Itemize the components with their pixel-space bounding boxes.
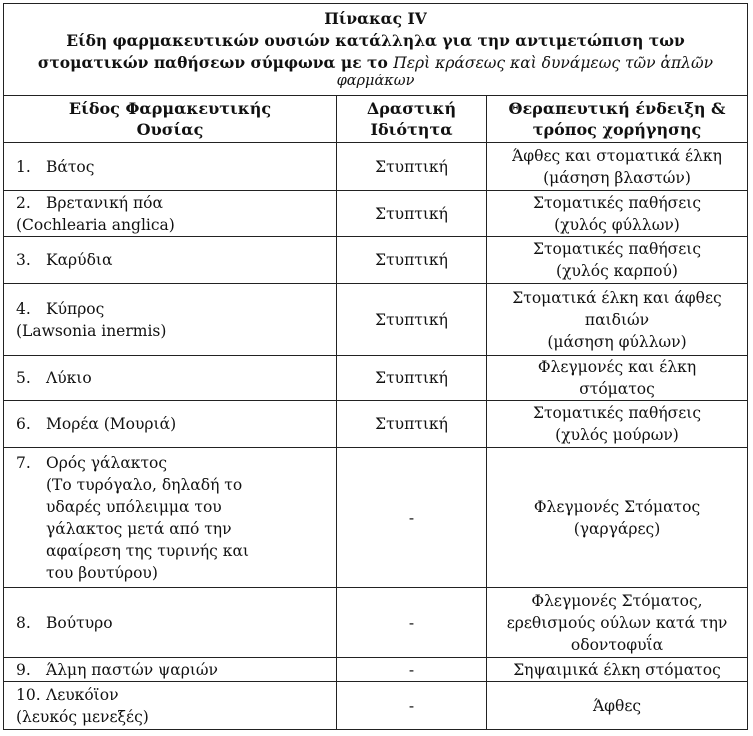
substance-cell bbox=[4, 191, 337, 236]
table-title: Πίνακας IV bbox=[324, 9, 427, 28]
table-row bbox=[4, 588, 747, 658]
indication-cell bbox=[487, 284, 747, 355]
substance-name-text: Κύπρος bbox=[46, 299, 105, 318]
substance-name bbox=[16, 684, 332, 706]
header-row bbox=[4, 96, 747, 143]
substance-name-text: Βρετανική πόα bbox=[46, 193, 163, 212]
substance-name-line: (Lawsonia inermis) bbox=[16, 321, 167, 340]
indication-line: Φλεγμονές Στόματος, bbox=[531, 591, 703, 610]
property-cell: - bbox=[337, 588, 487, 657]
indication-cell bbox=[487, 448, 747, 587]
substance-name-line: (Cochlearia anglica) bbox=[16, 215, 175, 234]
property-cell: - bbox=[337, 658, 487, 681]
subtitle-bold-part: στοματικών παθήσεων σύμφωνα με το bbox=[37, 53, 394, 72]
substance-cell bbox=[4, 143, 337, 190]
indication-line: παιδιών bbox=[584, 310, 650, 329]
header-indication-line: τρόπος χορήγησης bbox=[532, 120, 702, 139]
table-row bbox=[4, 401, 747, 448]
indication-cell bbox=[487, 682, 747, 729]
header-substance bbox=[4, 96, 337, 142]
substance-name-text: Ορός γάλακτος bbox=[46, 453, 168, 472]
substance-name-text: Άλμη παστών ψαριών bbox=[46, 660, 218, 679]
substance-name-text: Μορέα (Μουριά) bbox=[46, 415, 177, 433]
header-property-line: Ιδιότητα bbox=[370, 120, 453, 139]
row-number: 5. bbox=[16, 369, 31, 387]
substance-name-text: Καρύδια bbox=[46, 251, 113, 269]
substance-name bbox=[16, 413, 332, 435]
property-cell: Στυπτική bbox=[337, 356, 487, 400]
table-caption bbox=[4, 4, 747, 96]
indication-line: (μάσηση φύλλων) bbox=[547, 332, 687, 351]
table-row bbox=[4, 143, 747, 191]
substance-name-line: γάλακτος μετά από την bbox=[46, 519, 232, 538]
indication-cell bbox=[487, 658, 747, 681]
indication-line: Άφθες bbox=[592, 696, 642, 715]
indication-cell bbox=[487, 401, 747, 447]
indication-line: (χυλός φύλλων) bbox=[554, 215, 680, 234]
indication-line: οδοντοφυΐα bbox=[570, 635, 664, 654]
substance-cell bbox=[4, 588, 337, 657]
table-row bbox=[4, 284, 747, 356]
property-cell: Στυπτική bbox=[337, 143, 487, 190]
substance-cell bbox=[4, 284, 337, 355]
substance-name-line: (λευκός μενεξές) bbox=[16, 707, 149, 726]
table-row bbox=[4, 682, 747, 729]
property-cell: Στυπτική bbox=[337, 284, 487, 355]
row-number: 2. bbox=[16, 193, 31, 212]
substance-name bbox=[16, 156, 332, 178]
substance-name bbox=[16, 367, 332, 389]
substance-name bbox=[16, 192, 332, 214]
substance-name bbox=[16, 612, 332, 634]
indication-cell bbox=[487, 191, 747, 236]
substance-name-text: Λευκόϊον bbox=[46, 685, 119, 704]
substance-cell bbox=[4, 401, 337, 447]
indication-cell bbox=[487, 356, 747, 400]
indication-line: (χυλός καρπού) bbox=[556, 262, 678, 280]
indication-cell bbox=[487, 588, 747, 657]
indication-line: Άφθες και στοματικά έλκη bbox=[512, 146, 722, 165]
substance-name-line: υδαρές υπόλειμμα του bbox=[46, 497, 222, 516]
substance-name-line: (Το τυρόγαλο, δηλαδή το bbox=[46, 475, 243, 494]
indication-line: ερεθισμούς ούλων κατά την bbox=[506, 613, 728, 632]
substance-name-line: αφαίρεση της τυρινής και bbox=[46, 541, 250, 560]
substance-cell bbox=[4, 658, 337, 681]
indication-line: Στοματικές παθήσεις bbox=[532, 193, 702, 212]
property-cell: Στυπτική bbox=[337, 401, 487, 447]
indication-cell bbox=[487, 143, 747, 190]
table-row bbox=[4, 356, 747, 401]
indication-line: Στοματικές παθήσεις bbox=[532, 404, 702, 422]
header-substance-line: Είδος Φαρμακευτικής bbox=[68, 99, 272, 118]
row-number: 10. bbox=[16, 685, 41, 704]
row-number: 4. bbox=[16, 299, 31, 318]
property-cell: Στυπτική bbox=[337, 191, 487, 236]
header-property bbox=[337, 96, 487, 142]
row-number: 8. bbox=[16, 613, 31, 632]
property-cell: Στυπτική bbox=[337, 237, 487, 283]
substance-cell bbox=[4, 448, 337, 587]
table-row bbox=[4, 237, 747, 284]
row-number: 6. bbox=[16, 415, 31, 433]
indication-line: Στοματικές παθήσεις bbox=[532, 240, 702, 258]
treatise-title: Περὶ κράσεως καὶ δυνάμεως τῶν ἁπλῶν bbox=[393, 54, 714, 72]
substance-name bbox=[16, 452, 332, 474]
substance-name bbox=[16, 659, 332, 681]
property-cell: - bbox=[337, 448, 487, 587]
substance-name bbox=[16, 298, 332, 320]
row-number: 1. bbox=[16, 157, 31, 176]
table-row bbox=[4, 448, 747, 588]
indication-line: Στοματικά έλκη και άφθες bbox=[512, 288, 722, 307]
property-cell: - bbox=[337, 682, 487, 729]
indication-line: (χυλός μούρων) bbox=[555, 426, 679, 444]
indication-line: στόματος bbox=[579, 380, 655, 398]
indication-line: Φλεγμονές Στόματος bbox=[533, 497, 701, 516]
substance-name bbox=[16, 249, 332, 271]
row-number: 7. bbox=[16, 453, 31, 472]
indication-cell bbox=[487, 237, 747, 283]
substance-name-text: Βάτος bbox=[46, 157, 95, 176]
header-substance-line: Ουσίας bbox=[136, 120, 204, 139]
substance-cell bbox=[4, 682, 337, 729]
substance-cell bbox=[4, 356, 337, 400]
table-row bbox=[4, 191, 747, 237]
substance-name-line: του βουτύρου) bbox=[46, 563, 158, 582]
table-subtitle-line-2 bbox=[4, 52, 747, 74]
header-indication bbox=[487, 96, 747, 142]
header-indication-line: Θεραπευτική ένδειξη & bbox=[508, 99, 726, 118]
substance-name-text: Βούτυρο bbox=[46, 613, 113, 632]
substance-cell bbox=[4, 237, 337, 283]
table-row bbox=[4, 658, 747, 682]
header-property-line: Δραστική bbox=[366, 99, 457, 118]
table-subtitle-line-1: Είδη φαρμακευτικών ουσιών κατάλληλα για την αντιμετώπιση των bbox=[66, 31, 685, 50]
treatise-title-continuation: φαρμάκων bbox=[336, 74, 415, 88]
row-number: 3. bbox=[16, 251, 31, 269]
indication-line: Φλεγμονές και έλκη bbox=[537, 358, 697, 376]
indication-line: (μάσηση βλαστών) bbox=[543, 168, 691, 187]
substance-name-text: Λύκιο bbox=[46, 369, 92, 387]
indication-line: Σηψαιμικά έλκη στόματος bbox=[513, 660, 721, 679]
row-number: 9. bbox=[16, 660, 31, 679]
remedies-table bbox=[3, 3, 748, 730]
indication-line: (γαργάρες) bbox=[573, 519, 661, 538]
